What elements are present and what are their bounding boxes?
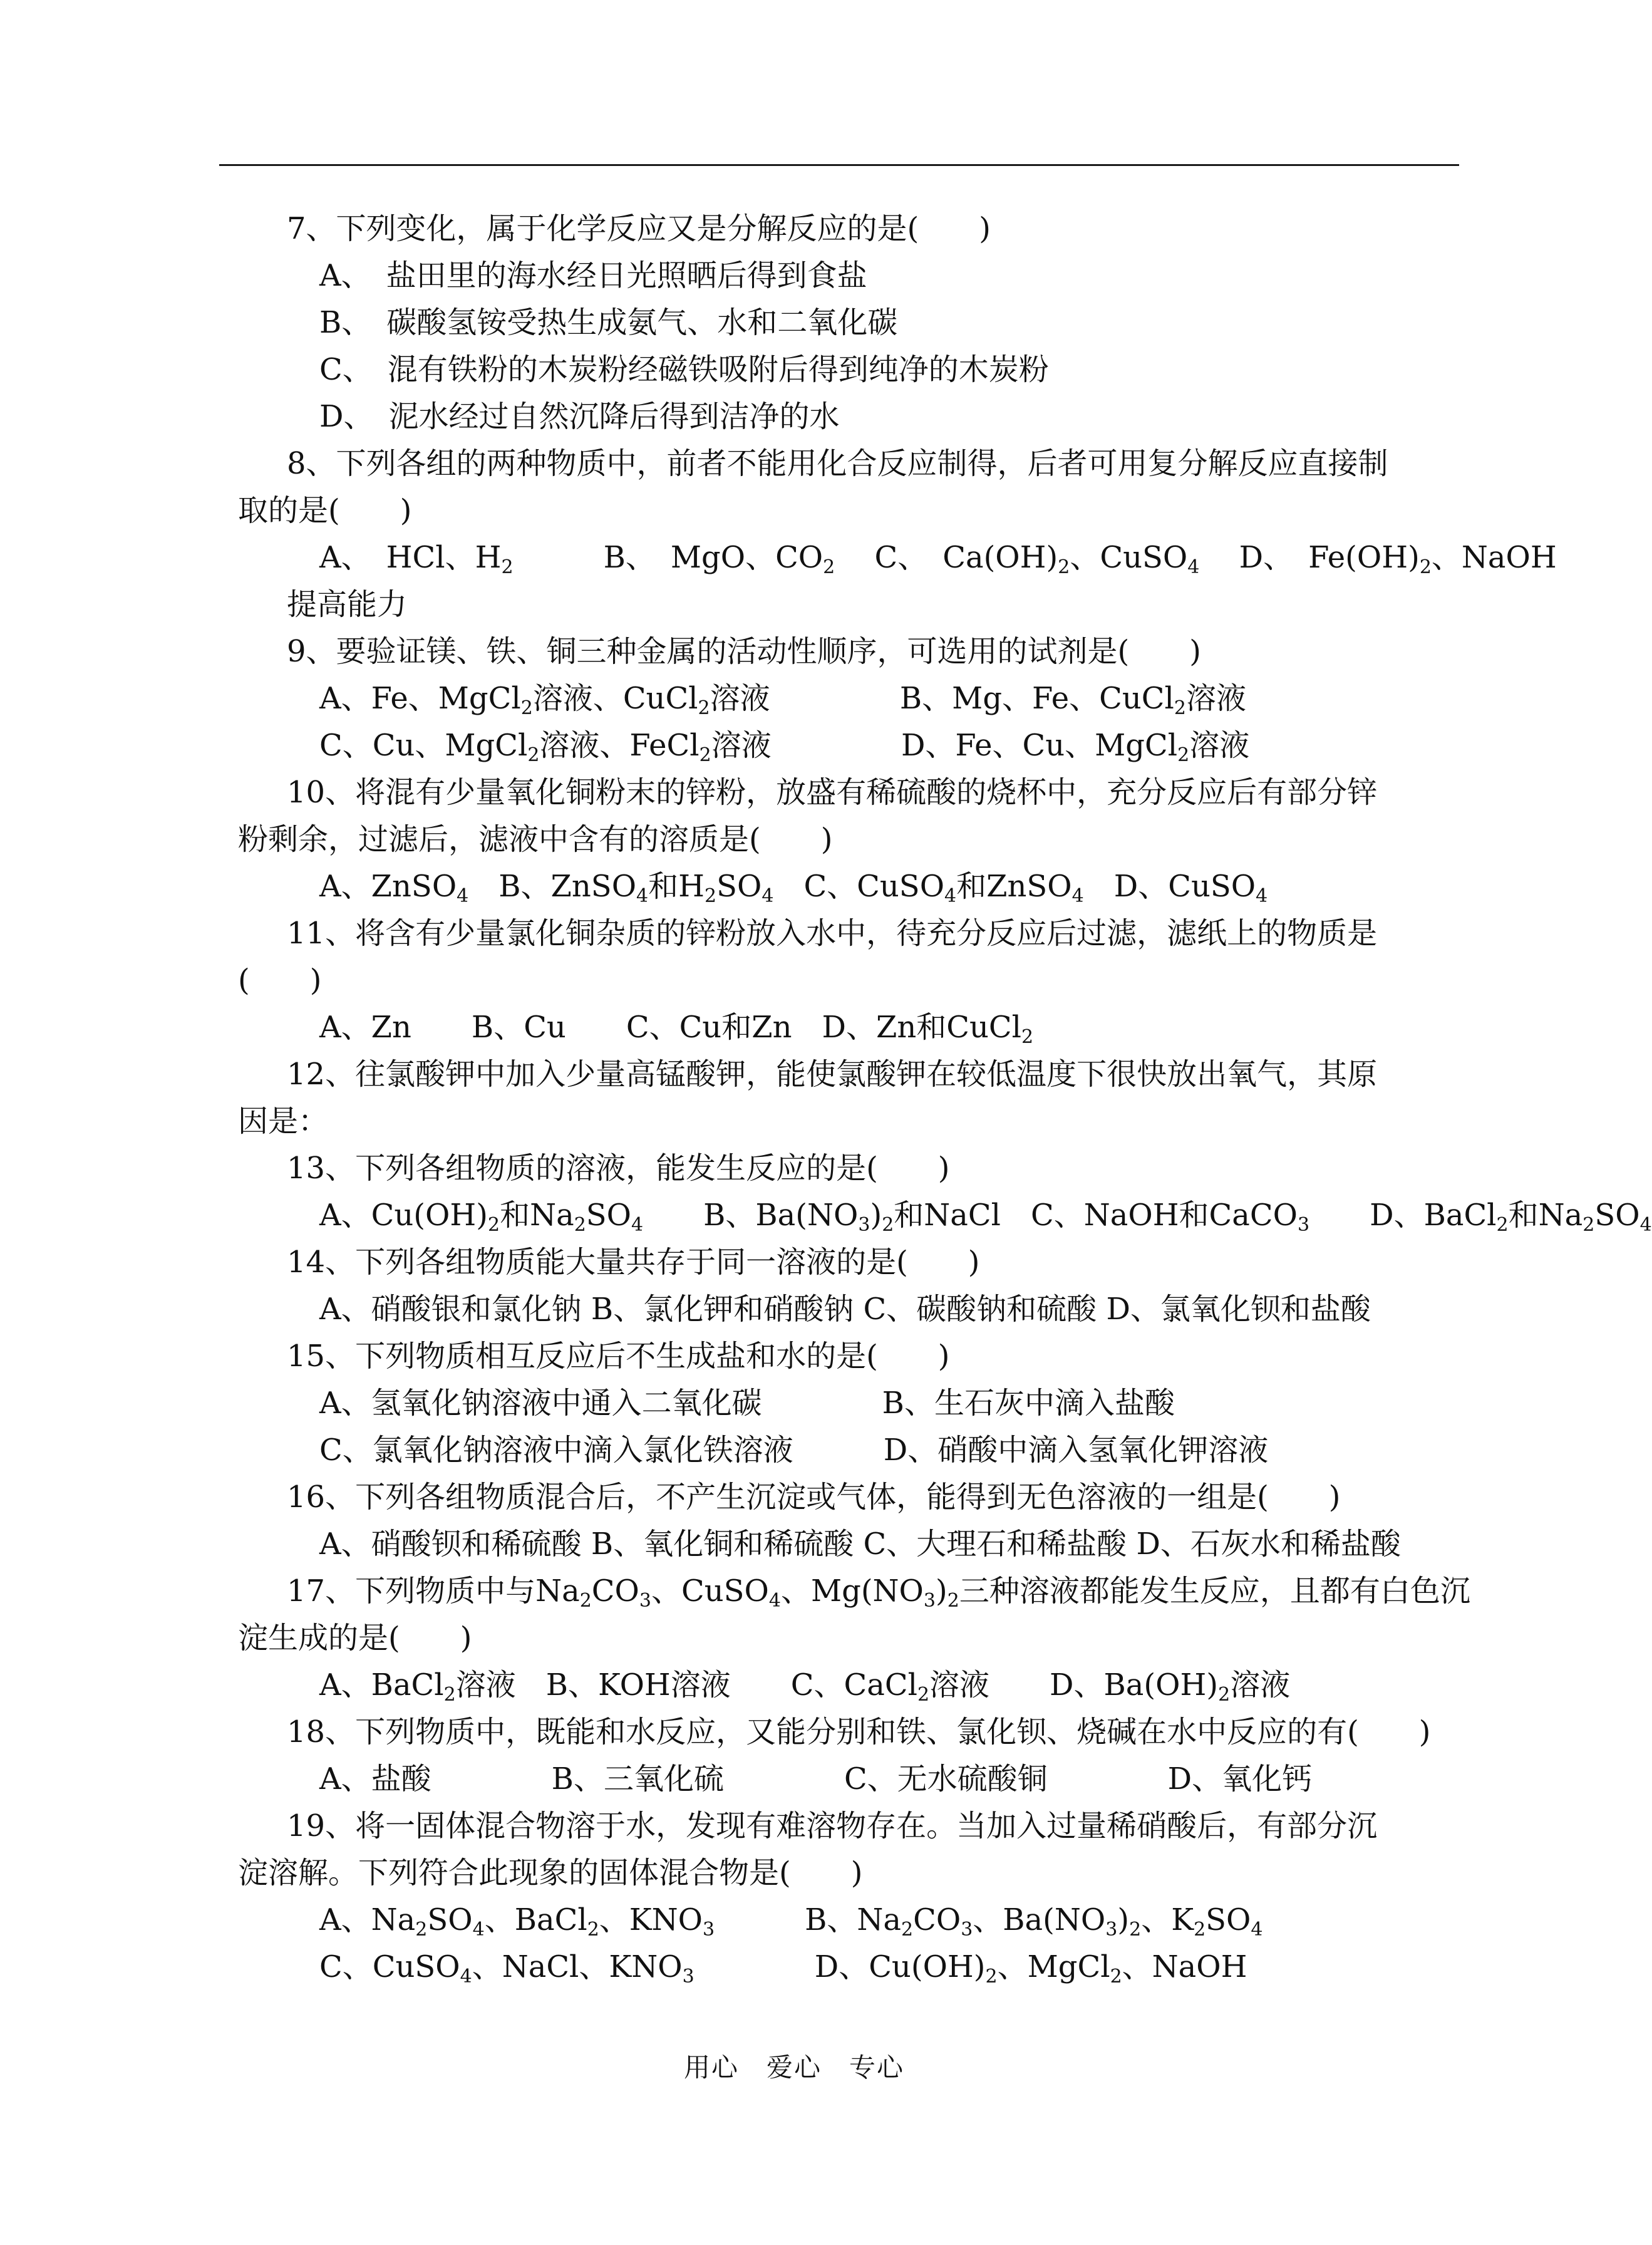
option-line: A、ZnSO$_4$ B、ZnSO$_4$和$H_2SO_4$ C、CuSO$_4$和ZnSO$_4$ D、CuSO$_4$ [319, 869, 1268, 907]
question-line: 淀生成的是( ) [238, 1620, 472, 1656]
question-line: 提高能力 [287, 587, 408, 622]
question-line: 8、下列各组的两种物质中，前者不能用化合反应制得，后者可用复分解反应直接制 [287, 446, 1388, 481]
page-footer: 用心 爱心 专心 [683, 2052, 904, 2083]
option-line: A、Zn B、Cu C、Cu和Zn D、Zn和CuCl$_2$ [319, 1010, 1034, 1048]
option-line: A、Fe、MgCl$_2$溶液、CuCl$_2$溶液 B、Mg、Fe、CuCl$_2$溶液 [319, 681, 1246, 719]
option-line: A、 盐田里的海水经日光照晒后得到食盐 [319, 258, 867, 293]
question-line: 19、将一固体混合物溶于水，发现有难溶物存在。当加入过量稀硝酸后，有部分沉 [287, 1808, 1378, 1843]
option-line: A、$Cu(OH)_2$和$Na_2SO_4$ B、$Ba(NO_3)_2$和NaCl C、NaOH和CaCO$_3$ D、BaCl$_2$和$Na_2SO_4$ [319, 1198, 1652, 1236]
option-line: D、 泥水经过自然沉降后得到洁净的水 [319, 399, 840, 434]
question-line: 10、将混有少量氧化铜粉末的锌粉，放盛有稀硫酸的烧杯中，充分反应后有部分锌 [287, 775, 1378, 810]
question-line: 15、下列物质相互反应后不生成盐和水的是( ) [287, 1339, 950, 1374]
question-line: 因是： [238, 1104, 329, 1139]
question-line: 17、下列物质中与$Na_2CO_3$、CuSO$_4$、$Mg(NO_3)_2$三种溶液都能发生反应，且都有白色沉 [287, 1574, 1470, 1612]
question-line: 9、要验证镁、铁、铜三种金属的活动性顺序，可选用的试剂是( ) [287, 634, 1201, 669]
option-line: A、氢氧化钠溶液中通入二氧化碳 B、生石灰中滴入盐酸 [319, 1386, 1175, 1421]
question-line: 淀溶解。下列符合此现象的固体混合物是( ) [238, 1855, 863, 1890]
option-line: C、CuSO$_4$、NaCl、$KNO_3$ D、$Cu(OH)_2$、MgCl$_2$、NaOH [319, 1949, 1247, 1988]
option-line: A、$Na_2SO_4$、BaCl$_2$、$KNO_3$ B、$Na_2CO_3$、$Ba(NO_3)_2$、$K_2SO_4$ [319, 1902, 1263, 1941]
option-line: A、BaCl$_2$溶液 B、KOH溶液 C、CaCl$_2$溶液 D、$Ba(OH)_2$溶液 [319, 1667, 1291, 1706]
option-line: C、氯氧化钠溶液中滴入氯化铁溶液 D、硝酸中滴入氢氧化钾溶液 [319, 1433, 1269, 1468]
question-line: ( ) [238, 963, 322, 998]
question-line: 取的是( ) [238, 493, 412, 528]
option-line: C、Cu、MgCl$_2$溶液、FeCl$_2$溶液 D、Fe、Cu、MgCl$_2$溶液 [319, 728, 1250, 766]
option-line: C、 混有铁粉的木炭粉经磁铁吸附后得到纯净的木炭粉 [319, 352, 1049, 387]
question-line: 11、将含有少量氯化铜杂质的锌粉放入水中，待充分反应后过滤，滤纸上的物质是 [287, 916, 1378, 951]
question-line: 粉剩余，过滤后，滤液中含有的溶质是( ) [238, 822, 833, 857]
option-line: A、 HCl、$H_2$ B、 MgO、$CO_2$ C、 $Ca(OH)_2$、CuSO$_4$ D、 $Fe(OH)_2$、NaOH [319, 540, 1557, 578]
option-line: B、 碳酸氢铵受热生成氨气、水和二氧化碳 [319, 305, 898, 340]
option-line: A、硝酸钡和稀硫酸 B、氧化铜和稀硫酸 C、大理石和稀盐酸 D、石灰水和稀盐酸 [319, 1527, 1401, 1562]
question-line: 14、下列各组物质能大量共存于同一溶液的是( ) [287, 1245, 980, 1280]
header-rule [219, 164, 1459, 166]
option-line: A、盐酸 B、三氧化硫 C、无水硫酸铜 D、氧化钙 [319, 1761, 1313, 1797]
question-line: 13、下列各组物质的溶液，能发生反应的是( ) [287, 1151, 950, 1186]
question-line: 16、下列各组物质混合后，不产生沉淀或气体，能得到无色溶液的一组是( ) [287, 1480, 1341, 1515]
question-line: 18、下列物质中，既能和水反应，又能分别和铁、氯化钡、烧碱在水中反应的有( ) [287, 1714, 1431, 1750]
question-line: 12、往氯酸钾中加入少量高锰酸钾，能使氯酸钾在较低温度下很快放出氧气，其原 [287, 1057, 1378, 1092]
option-line: A、硝酸银和氯化钠 B、氯化钾和硝酸钠 C、碳酸钠和硫酸 D、氯氧化钡和盐酸 [319, 1292, 1371, 1327]
question-line: 7、下列变化，属于化学反应又是分解反应的是( ) [287, 211, 991, 246]
